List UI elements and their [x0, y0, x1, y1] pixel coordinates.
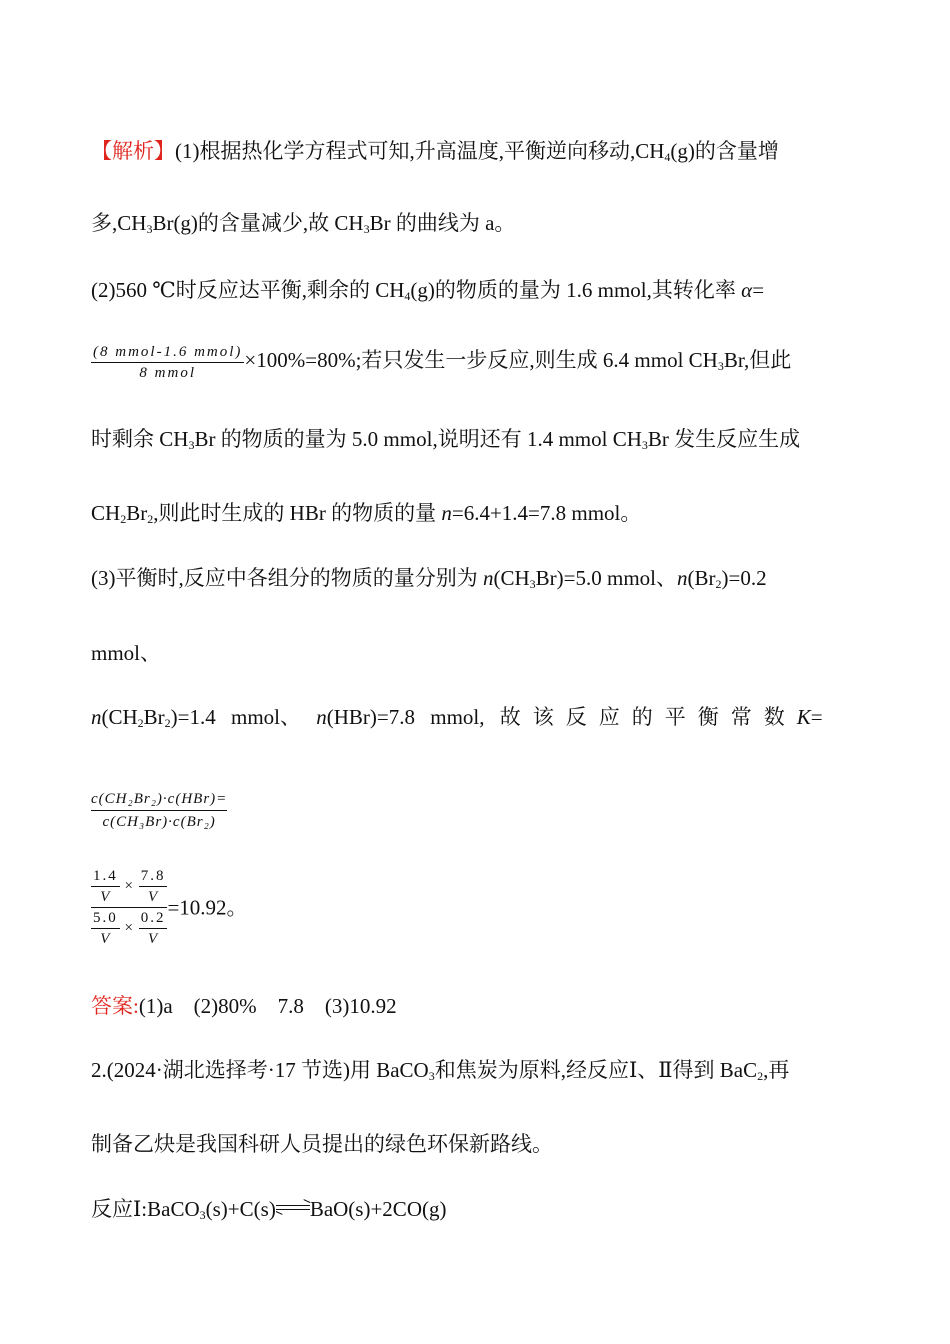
- analysis-label: 【解析】: [91, 139, 175, 163]
- text: (Br: [687, 566, 716, 590]
- compound-denominator: [91, 908, 167, 949]
- analysis-line-7: [91, 563, 859, 593]
- fraction-c: [91, 908, 120, 949]
- question-2-line-2: [91, 1129, 859, 1159]
- text: 制备乙炔是我国科研人员提出的绿色环保新路线。: [91, 1132, 553, 1156]
- text: ×100%=80%;若只发生一步反应,则生成 6.4 mmol CH: [244, 348, 718, 372]
- analysis-line-8: [91, 638, 859, 668]
- times-sign: ×: [124, 877, 134, 894]
- subscript: 2: [147, 512, 154, 526]
- text: (CH: [493, 566, 530, 590]
- italic-n: n: [441, 501, 452, 525]
- k-numeric-expression: [91, 866, 859, 949]
- text: Br: [126, 501, 148, 525]
- fraction-denominator: V: [100, 931, 111, 947]
- text: 2.(2024·湖北选择考·17 节选)用 BaCO: [91, 1058, 429, 1082]
- k-fraction: [91, 788, 227, 833]
- k-numerator: c(CH₂Br₂)·c(HBr)=: [91, 788, 227, 811]
- fraction-denominator: V: [148, 931, 159, 947]
- subscript: 2: [120, 512, 127, 526]
- analysis-line-1: [91, 136, 859, 166]
- text: (s)+C(s): [205, 1197, 276, 1221]
- subscript: 2: [164, 716, 171, 730]
- fraction-numerator: 7.8: [139, 866, 168, 887]
- text: 和焦炭为原料,经反应Ⅰ、Ⅱ得到 BaC: [434, 1058, 758, 1082]
- equilibrium-arrow-icon: [276, 1202, 310, 1214]
- italic-n: n: [316, 705, 327, 729]
- analysis-line-3: [91, 275, 859, 305]
- subscript: 3: [641, 438, 648, 452]
- text: =6.4+1.4=7.8 mmol。: [451, 501, 642, 525]
- fraction-denominator: V: [100, 889, 111, 905]
- text: (3)平衡时,反应中各组分的物质的量分别为: [91, 566, 483, 590]
- subscript: 3: [146, 222, 153, 236]
- subscript: 2: [137, 716, 144, 730]
- text: 故该反应的平衡常数: [499, 705, 797, 729]
- subscript: 3: [717, 359, 724, 373]
- text: Br)=5.0 mmol、: [535, 566, 678, 590]
- analysis-line-5: [91, 424, 859, 454]
- subscript: 3: [199, 1208, 206, 1222]
- text: (g)的含量增: [670, 139, 779, 163]
- text: (g)的物质的量为 1.6 mmol,其转化率: [410, 278, 742, 302]
- k-result: =10.92。: [167, 895, 248, 920]
- subscript: 2: [715, 577, 722, 591]
- fraction-numerator: 5.0: [91, 908, 120, 929]
- text: )=1.4 mmol、: [170, 705, 302, 729]
- subscript: 4: [404, 289, 411, 303]
- subscript: 3: [188, 438, 195, 452]
- fraction-denominator: 8 mmol: [139, 364, 196, 381]
- text: mmol、: [91, 641, 162, 665]
- k-expression: [91, 788, 859, 833]
- text: BaO(s)+2CO(g): [309, 1197, 447, 1221]
- reaction-1: [91, 1194, 859, 1224]
- question-2-line-1: [91, 1055, 859, 1085]
- text: ,再: [763, 1058, 790, 1082]
- conversion-fraction: [91, 342, 244, 383]
- compound-fraction: [91, 866, 167, 949]
- fraction-numerator: 1.4: [91, 866, 120, 887]
- text: CH: [91, 501, 121, 525]
- text: (2)560 ℃时反应达平衡,剩余的 CH: [91, 278, 405, 302]
- subscript: 4: [664, 150, 671, 164]
- compound-numerator: [91, 866, 167, 908]
- subscript: 2: [757, 1069, 764, 1083]
- fraction-denominator: V: [148, 889, 159, 905]
- italic-n: n: [91, 705, 102, 729]
- fraction-b: [139, 866, 168, 907]
- alpha-symbol: α: [741, 278, 753, 302]
- analysis-line-6: [91, 498, 859, 528]
- italic-K: K: [796, 705, 811, 729]
- fraction-numerator: (8 mmol-1.6 mmol): [91, 342, 244, 363]
- text: =: [810, 705, 823, 729]
- text: (HBr)=7.8 mmol,: [326, 705, 485, 729]
- text: ,则此时生成的 HBr 的物质的量: [153, 501, 442, 525]
- line-left: [91, 563, 767, 593]
- text: Br: [143, 705, 165, 729]
- times-sign: ×: [124, 919, 134, 936]
- text: 反应Ⅰ:BaCO: [91, 1197, 200, 1221]
- text: Br,但此: [723, 348, 792, 372]
- text: =: [752, 278, 765, 302]
- k-denominator: c(CH₃Br)·c(Br₂): [102, 814, 216, 830]
- answer-label: 答案:: [91, 994, 139, 1018]
- text: )=0.2: [721, 566, 767, 590]
- italic-n: n: [677, 566, 688, 590]
- analysis-line-2: [91, 208, 859, 238]
- fraction-numerator: 0.2: [139, 908, 168, 929]
- analysis-line-4: [91, 338, 859, 383]
- text: Br 发生反应生成: [647, 427, 801, 451]
- subscript: 3: [363, 222, 370, 236]
- text: (1)根据热化学方程式可知,升高温度,平衡逆向移动,CH: [175, 139, 665, 163]
- text: (CH: [101, 705, 138, 729]
- answer-text: (1)a (2)80% 7.8 (3)10.92: [138, 994, 397, 1018]
- text: Br 的曲线为 a。: [369, 211, 516, 235]
- text: 时剩余 CH: [91, 427, 189, 451]
- fraction-a: [91, 866, 120, 907]
- subscript: 3: [428, 1069, 435, 1083]
- italic-n: n: [483, 566, 494, 590]
- text: Br(g)的含量减少,故 CH: [152, 211, 364, 235]
- text: Br 的物质的量为 5.0 mmol,说明还有 1.4 mmol CH: [194, 427, 642, 451]
- text: 多,CH: [91, 211, 147, 235]
- fraction-d: [139, 908, 168, 949]
- subscript: 3: [529, 577, 536, 591]
- analysis-line-9: [91, 702, 859, 732]
- answer-line: [91, 991, 859, 1021]
